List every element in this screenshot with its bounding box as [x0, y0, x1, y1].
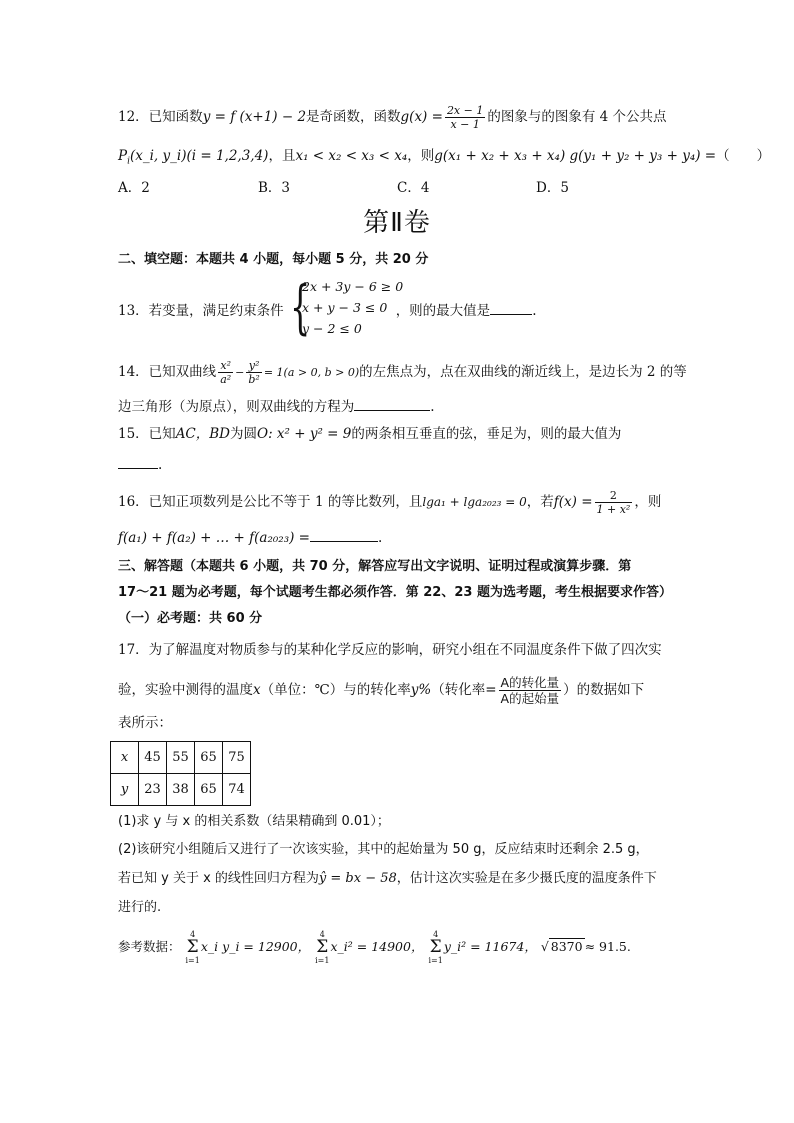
q15-line2: [118, 454, 162, 475]
q13-condition-3: y − 2 ≤ 0: [302, 321, 362, 336]
q17-ref-2: x_i² = 14900，: [330, 939, 424, 954]
q17-part2-line3: 进行的.: [118, 900, 162, 915]
table-cell: 74: [223, 774, 251, 806]
q13-pre: 13．若变量，满足约束条件: [118, 303, 284, 319]
section-title: 第Ⅱ卷: [363, 208, 431, 238]
q16-post: ，则: [634, 494, 662, 510]
q12-and: ，且: [268, 148, 296, 164]
q16-line2: [118, 527, 382, 548]
q17-ref-4-radicand: 8370: [550, 939, 583, 954]
q16-num: 2: [595, 489, 633, 503]
sum-symbol: [428, 930, 442, 965]
q14-x2: x²: [218, 359, 233, 373]
sum-lower: i=1: [315, 956, 330, 965]
q17-part2-text-a: 若已知 y 关于 x 的线性回归方程为: [118, 871, 319, 886]
q12-option-c[interactable]: C．4: [397, 180, 430, 196]
q12-line1: [118, 104, 667, 131]
q12-func: y = f (x+1) − 2: [202, 109, 307, 125]
q14-cond: = 1(a > 0, b > 0): [263, 366, 360, 379]
q15-pre: 15．已知: [118, 426, 176, 442]
q12-stem-2: 是奇函数，函数: [306, 109, 401, 125]
q14-line1: [118, 359, 687, 386]
q14-minus: −: [235, 366, 245, 379]
q16-answer-blank[interactable]: [310, 527, 378, 542]
sum-lower: i=1: [428, 956, 443, 965]
q14-pre: 14．已知双曲线: [118, 364, 217, 380]
q15-chords: AC，BD: [175, 426, 231, 442]
q12-frac-den: x − 1: [450, 118, 480, 131]
q14-post: 的左焦点为，点在双曲线的渐近线上，是边长为 2 的等: [359, 364, 687, 380]
q17-x: x: [253, 682, 261, 698]
q17-text-c: （转化率=: [431, 682, 497, 698]
sum-upper: 4: [319, 930, 325, 939]
q17-line3: 表所示：: [118, 715, 172, 731]
table-row: [111, 742, 251, 774]
table-cell: 65: [195, 742, 223, 774]
q12-option-b[interactable]: B．3: [258, 180, 291, 196]
sum-lower: i=1: [185, 956, 200, 965]
sum-symbol: [315, 930, 329, 965]
sqrt-icon: √: [540, 939, 549, 954]
q16-line1: [118, 489, 661, 516]
q16-sum: f(a₁) + f(a₂) + … + f(a₂₀₂₃) =: [118, 530, 310, 546]
q13-constraints: [290, 273, 404, 341]
table-row: [111, 774, 251, 806]
part3-heading-1: 三、解答题（本题共 6 小题，共 70 分，解答应写出文字说明、证明过程或演算步骤．第: [118, 559, 632, 574]
q12-g: g(x) =: [400, 109, 443, 125]
part3-heading-2: 17～21 题为必考题，每个试题考生都必须作答．第 22、23 题为选考题，考生根据要求作答）: [118, 585, 672, 600]
q12-frac-num: 2x − 1: [446, 104, 484, 117]
q12-expression: g(x₁ + x₂ + x₃ + x₄) g(y₁ + y₂ + y₃ + y₄) =: [434, 148, 717, 164]
q17-rate-fraction: [499, 675, 562, 706]
q12-fraction: [445, 104, 485, 131]
q12-option-a[interactable]: A．2: [118, 180, 150, 196]
q17-line2: [118, 675, 644, 706]
q14-line2: [118, 396, 435, 417]
q17-ref-3: y_i² = 11674，: [443, 939, 537, 954]
q15-answer-blank[interactable]: [118, 454, 158, 469]
q17-part2-line2: [118, 869, 657, 889]
q17-line1: 17．为了解温度对物质参与的某种化学反应的影响，研究小组在不同温度条件下做了四次实: [118, 642, 662, 658]
q17-reference-data: [118, 930, 631, 965]
q16-mid: ，若: [526, 494, 554, 510]
sum-upper: 4: [433, 930, 439, 939]
q14-end: .: [430, 399, 435, 415]
q13-end: .: [532, 303, 537, 319]
q16-pre: 16．已知正项数列是公比不等于 1 的等比数列，且: [118, 494, 423, 510]
q15-post: 的两条相互垂直的弦，垂足为，则的最大值为: [351, 426, 622, 442]
q14-frac-y: [246, 359, 261, 386]
table-cell: 75: [223, 742, 251, 774]
q17-ref-1: x_i y_i = 12900，: [200, 939, 311, 954]
q16-fx: f(x) =: [553, 494, 593, 510]
q17-text-d: ）的数据如下: [563, 682, 645, 698]
q12-paren: （ ）: [716, 148, 771, 164]
q12-order: x₁ < x₂ < x₃ < x₄: [295, 148, 408, 164]
q17-data-table: [110, 741, 251, 806]
q17-text-b: （单位：℃）与的转化率: [260, 682, 411, 698]
q17-regression-eq: ŷ = bx − 58: [318, 871, 397, 886]
q17-ref-label: 参考数据：: [118, 939, 181, 954]
q12-points-sub: i: [127, 156, 130, 167]
q12-points: P: [118, 148, 128, 164]
q14-frac-x: [218, 359, 233, 386]
q17-ref-4-value: ≈ 91.5.: [584, 939, 631, 954]
q13-condition-2: x + y − 3 ≤ 0: [302, 300, 388, 315]
q15-line1: [118, 424, 621, 444]
q13-answer-blank[interactable]: [490, 300, 532, 315]
q17-part1: (1)求 y 与 x 的相关系数（结果精确到 0.01）；: [118, 814, 390, 829]
q17-rate-den: A的起始量: [500, 691, 560, 706]
table-cell: 45: [139, 742, 167, 774]
table-cell: 38: [167, 774, 195, 806]
part3-subheading: （一）必考题：共 60 分: [118, 611, 263, 626]
q17-part2-line1: (2)该研究小组随后又进行了一次该实验，其中的起始量为 50 g，反应结束时还剩余 2.5 g，: [118, 842, 649, 857]
q17-rate-num: A的转化量: [500, 675, 560, 690]
part2-heading: 二、填空题：本题共 4 小题，每小题 5 分，共 20 分: [118, 252, 429, 267]
table-cell: 65: [195, 774, 223, 806]
sum-symbol: [186, 930, 200, 965]
q15-circle: O: x² + y² = 9: [257, 426, 352, 442]
q17-part2-text-b: ，估计这次实验是在多少摄氏度的温度条件下: [396, 871, 657, 886]
q17-y: y%: [410, 682, 432, 698]
q12-stem-3: 的图象与的图象有 4 个公共点: [487, 109, 667, 125]
q15-end: .: [158, 457, 163, 473]
q13-brace: {: [290, 273, 311, 341]
q12-then: ，则: [407, 148, 435, 164]
q12-line2: [118, 146, 770, 172]
q14-answer-blank[interactable]: [354, 396, 430, 411]
q12-stem: 12．已知函数: [118, 109, 203, 125]
q16-lg: lga₁ + lga₂₀₂₃ = 0: [422, 495, 527, 509]
table-cell-label: x: [111, 742, 139, 774]
q15-mid: 为圆: [230, 426, 258, 442]
q12-option-d[interactable]: D．5: [536, 180, 569, 196]
q13-condition-1: 2x + 3y − 6 ≥ 0: [302, 279, 404, 294]
q17-text-a: 验，实验中测得的温度: [118, 682, 253, 698]
q16-den: 1 + x²: [596, 503, 631, 516]
q14-a2: a²: [220, 373, 232, 386]
sigma-icon: Σ: [429, 937, 442, 957]
q12-points-args: (x_i, y_i)(i = 1,2,3,4): [129, 148, 269, 164]
q14-line2-text: 边三角形（为原点），则双曲线的方程为: [118, 399, 355, 415]
q13-post: ，则的最大值是: [395, 303, 491, 319]
q14-y2: y²: [246, 359, 261, 373]
table-cell: 23: [139, 774, 167, 806]
sigma-icon: Σ: [186, 937, 199, 957]
sigma-icon: Σ: [316, 937, 329, 957]
sum-upper: 4: [190, 930, 196, 939]
q14-b2: b²: [248, 373, 260, 386]
table-cell-label: y: [111, 774, 139, 806]
q16-fraction: [595, 489, 633, 516]
table-cell: 55: [167, 742, 195, 774]
q16-end: .: [378, 530, 383, 546]
